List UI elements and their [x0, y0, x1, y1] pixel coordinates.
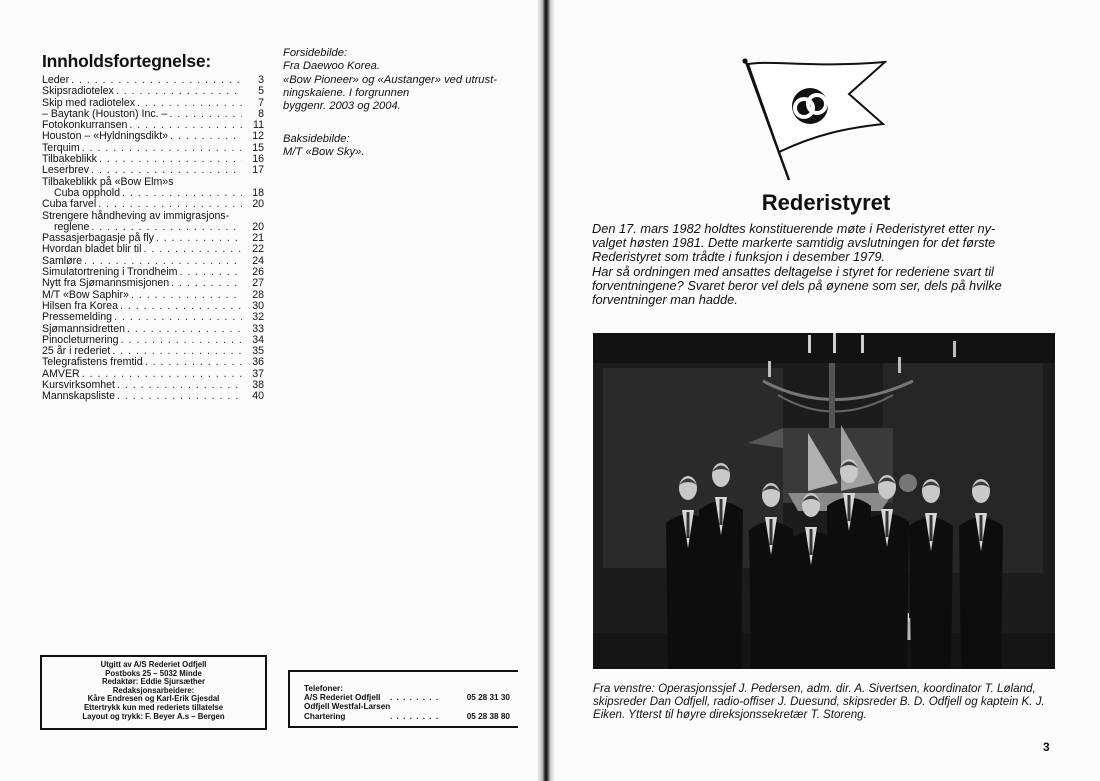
toc-title: Innholdsfortegnelse:	[42, 51, 212, 71]
intro-line: Har så ordningen med ansattes deltagelse i styret for rederiene svart til	[592, 263, 994, 279]
person-figure	[699, 463, 743, 669]
phone-name: Chartering	[304, 711, 346, 721]
toc-entry-title: Cuba farvel	[42, 198, 97, 211]
phone-name: A/S Rederiet Odfjell	[304, 693, 381, 703]
page-gutter	[537, 0, 555, 781]
toc-entry-title: Fotokonkurransen	[42, 119, 128, 132]
toc-entry-page: 17	[252, 164, 264, 177]
cover-caption-line: byggenr. 2003 og 2004.	[283, 100, 401, 113]
toc-entry-page: 27	[252, 277, 264, 290]
people-layer	[593, 333, 1055, 669]
toc-entry-title: Samløre	[42, 254, 83, 267]
cover-caption-line: Fra Daewoo Korea.	[283, 60, 381, 73]
toc-entry-page: 3	[258, 74, 264, 86]
phone-row	[304, 693, 518, 702]
toc-entry-page: 5	[258, 85, 264, 98]
phone-row	[304, 702, 518, 711]
publisher-line: Redaktør: Eddie Sjursæther	[101, 677, 206, 687]
toc-entry-title: Houston – «Hyldningsdikt»	[42, 130, 169, 143]
article-title: Rederistyret	[761, 190, 891, 215]
toc-entry-page: 36	[252, 356, 264, 369]
toc-entry-title: Mannskapsliste	[42, 390, 116, 403]
toc-entry-title: Tilbakeblikk på «Bow Elm»s	[42, 175, 174, 188]
toc-entry-title: Tilbakeblikk	[42, 153, 97, 166]
person-figure	[789, 493, 833, 669]
odfjell-flag-logo	[737, 56, 887, 186]
toc-entry-title: Leserbrev	[42, 164, 90, 177]
toc-entry	[42, 86, 264, 97]
back-cover-caption	[283, 133, 523, 160]
intro-line: Rederistyret som trådte i funksjon i desember 1979.	[592, 249, 886, 265]
phone-box	[288, 670, 518, 728]
caption-line: Eiken. Ytterst til høyre direksjonssekretær T. Storeng.	[593, 707, 867, 721]
toc-entry-page: 7	[258, 96, 264, 109]
toc-entry-page: 26	[252, 266, 264, 279]
cover-caption-line: «Bow Pioneer» og «Austanger» ved utrust-	[283, 73, 497, 86]
toc-entry-title: – Baytank (Houston) Inc. –	[42, 107, 168, 120]
phone-number: 05 28 38 80	[466, 711, 510, 721]
toc-entry-title: Sjømannsidretten	[42, 322, 126, 335]
toc-entry-page: 20	[252, 220, 264, 233]
toc-entry-page: 33	[252, 322, 264, 335]
page-number: 3	[1043, 740, 1050, 754]
intro-line: forventningene? Svaret beror vel dels på øynene som ser, dels på hvilke	[592, 277, 1002, 293]
toc-entry-title: Pinocleturnering	[42, 333, 119, 346]
phone-number: 05 28 31 30	[466, 693, 510, 703]
intro-line: valget høsten 1981. Dette markerte samtidig avslutningen for det første	[592, 235, 996, 251]
cover-caption-line: Forsidebilde:	[283, 47, 348, 59]
publisher-box	[40, 655, 267, 730]
toc-entry-page: 22	[252, 243, 264, 256]
person-figure	[827, 459, 871, 669]
toc-entry-page: 12	[252, 130, 264, 143]
toc-entry-page: 37	[252, 367, 264, 380]
toc-entry-page: 8	[258, 107, 264, 120]
publisher-line: Ettertrykk kun med rederiets tillatelse	[83, 702, 224, 712]
toc-entry-page: 40	[252, 390, 264, 403]
toc-entry-page: 35	[252, 345, 264, 358]
photo-caption	[593, 683, 1063, 722]
back-caption-line: Baksidebilde:	[283, 133, 350, 145]
toc-entry-title: Nytt fra Sjømannsmisjonen	[42, 277, 170, 290]
person-figure	[909, 479, 953, 669]
intro-line: forventninger man hadde.	[592, 292, 738, 308]
publisher-line: Layout og trykk: F. Beyer A.s – Bergen	[82, 711, 225, 721]
toc-entry-title: Strengere håndheving av immigrasjons-	[42, 209, 230, 222]
intro-line: Den 17. mars 1982 holdtes konstituerende møte i Rederistyret etter ny-	[592, 221, 996, 236]
back-caption-line: M/T «Bow Sky».	[283, 146, 365, 159]
toc-entry-page: 18	[252, 186, 264, 199]
toc-entry-title: Skip med radiotelex	[42, 96, 136, 109]
toc-entry	[42, 312, 264, 323]
phone-row	[304, 712, 518, 721]
phone-header: Telefoner:	[304, 684, 343, 693]
toc-entry-page: 32	[252, 311, 264, 324]
board-group-photo	[593, 333, 1055, 669]
caption-line: Fra venstre: Operasjonssjef J. Pedersen, adm. dir. A. Sivertsen, koordinator T. Løland,	[593, 682, 1036, 695]
publisher-line: Utgitt av A/S Rederiet Odfjell	[100, 660, 207, 669]
toc-entry-title: Pressemelding	[42, 311, 113, 324]
toc-entry-title: M/T «Bow Saphir»	[42, 288, 129, 301]
person-figure	[749, 483, 793, 669]
cover-caption-line: ningskaiene. I forgrunnen	[283, 86, 410, 99]
toc-entry-title: Telegrafistens fremtid	[42, 356, 143, 369]
toc-entry	[42, 278, 264, 289]
toc-entry-title: Hvordan bladet blir til	[42, 243, 142, 256]
caption-line: skipsreder Dan Odfjell, radio-offiser J. Duesund, skipsreder B. D. Odfjell og kaptein K. J.	[593, 694, 1045, 708]
toc-entry	[42, 391, 264, 402]
toc-entry-title: Hilsen fra Korea	[42, 299, 118, 312]
toc-entry-title: AMVER	[42, 367, 80, 380]
toc-entry	[42, 165, 264, 176]
toc-entry-page: 30	[252, 299, 264, 312]
toc-entry-page: 34	[252, 333, 264, 346]
toc-entry-page: 21	[252, 232, 264, 245]
toc-entry-title: Simulatortrening i Trondheim	[42, 266, 178, 279]
toc-entry-title: 25 år i rederiet	[42, 345, 111, 358]
toc-entry-page: 15	[252, 141, 264, 154]
toc-entry-page: 28	[252, 288, 264, 301]
toc-entry-title: Skipsradiotelex	[42, 85, 114, 98]
toc-entry-title: Terquim	[42, 141, 80, 154]
toc-entry-page: 16	[252, 153, 264, 166]
toc-entry-title: Leder	[42, 74, 70, 86]
toc-entry-page: 11	[253, 119, 264, 132]
publisher-line: Postboks 25 – 5032 Minde	[105, 668, 202, 678]
toc-entry-title: Kursvirksomhet	[42, 379, 115, 392]
toc-entry-title: reglene	[54, 220, 90, 233]
toc-entry-page: 24	[252, 254, 264, 267]
table-of-contents	[42, 75, 264, 403]
phone-name: Odfjell Westfal-Larsen	[304, 702, 391, 712]
person-figure	[865, 475, 909, 669]
toc-entry-title: Cuba opphold	[54, 186, 120, 199]
toc-entry-title: Passasjerbagasje på fly	[42, 232, 154, 245]
toc-entry-page: 38	[252, 379, 264, 392]
person-figure	[959, 479, 1003, 669]
article-intro	[592, 222, 1062, 307]
cover-caption	[283, 47, 523, 113]
publisher-line: Kåre Endresen og Karl-Erik Gjesdal	[87, 694, 220, 704]
toc-entry	[42, 199, 264, 210]
toc-entry-page: 20	[252, 198, 264, 211]
publisher-line: Redaksjonsarbeidere:	[112, 685, 195, 695]
